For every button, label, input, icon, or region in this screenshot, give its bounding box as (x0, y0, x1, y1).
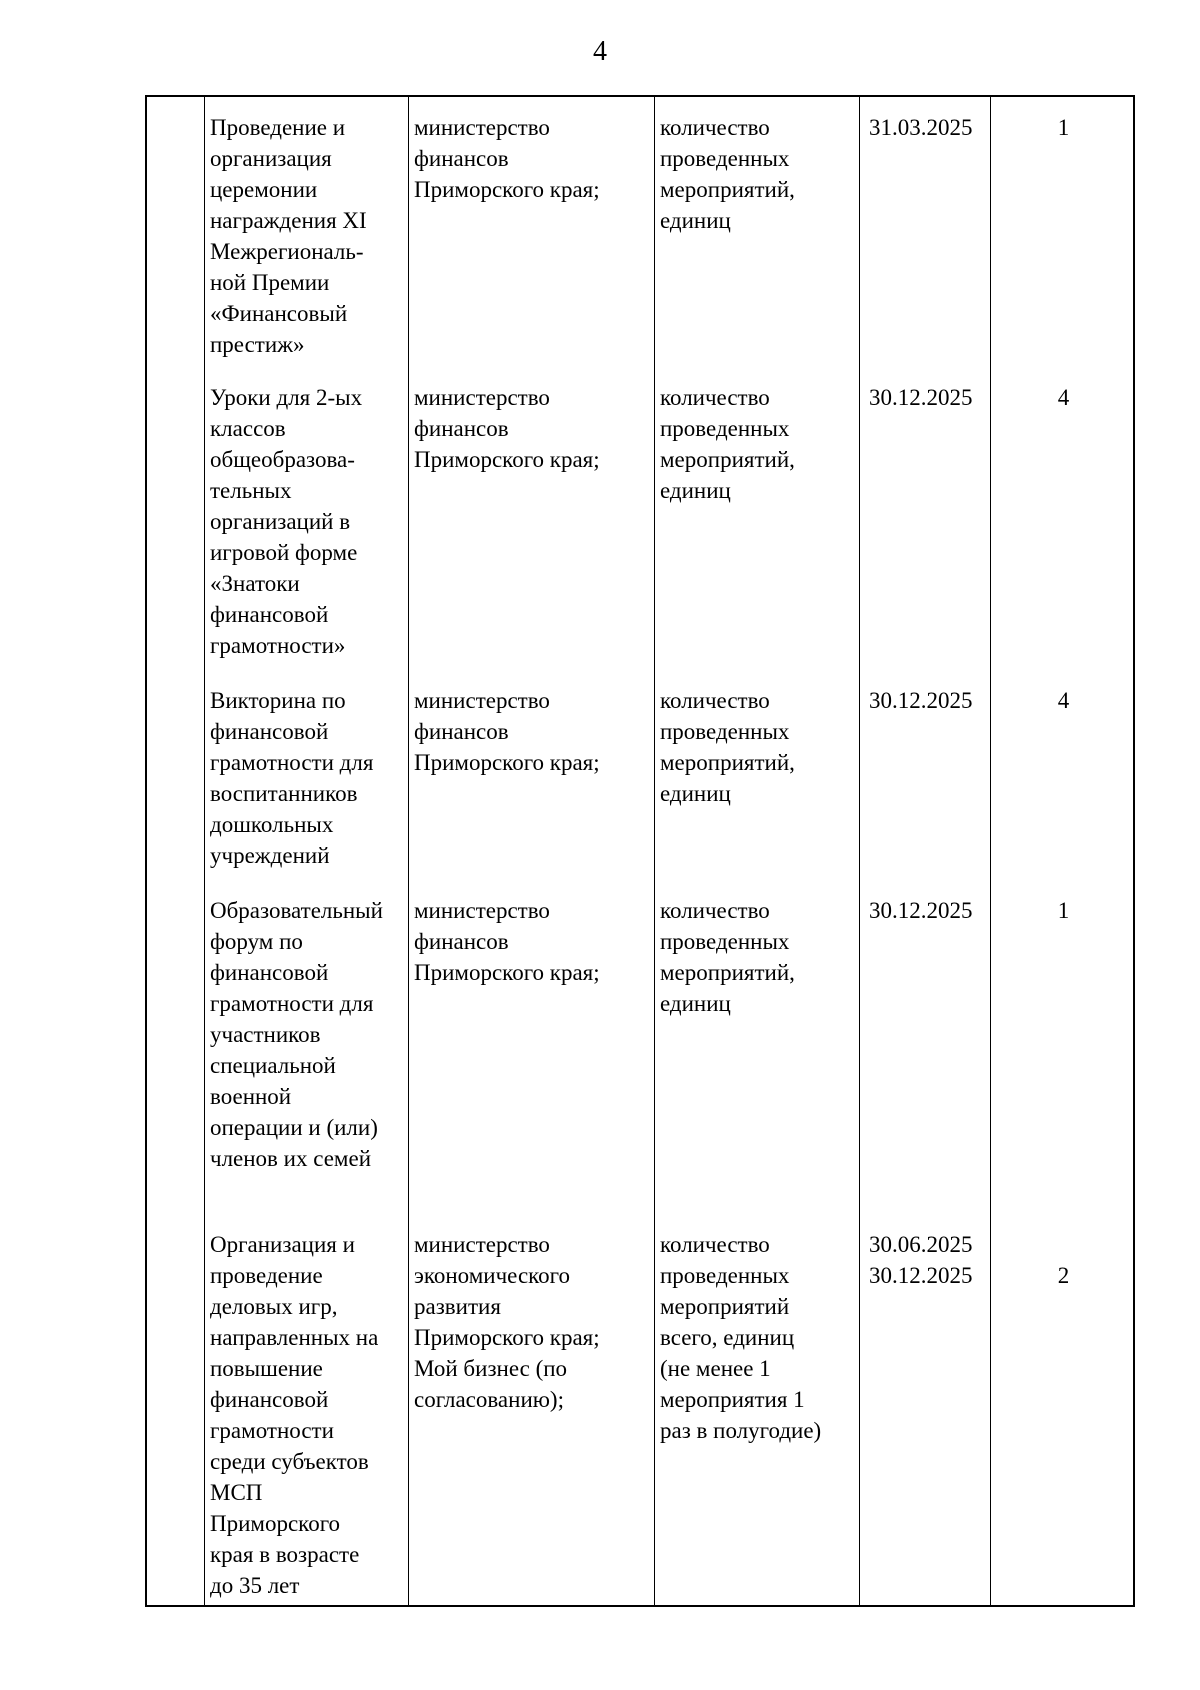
column-divider (408, 97, 409, 1605)
column-divider (990, 97, 991, 1605)
value-cell: 2 (1057, 1263, 1070, 1288)
date-cell: 31.03.2025 (869, 115, 973, 140)
column-divider (859, 97, 860, 1605)
responsible-cell: министерство финансов Приморского края; (414, 898, 600, 985)
responsible-cell: министерство экономического развития Приморского края; Мой бизнес (по согласованию); (414, 1232, 600, 1412)
page-number: 4 (593, 36, 607, 67)
responsible-cell: министерство финансов Приморского края; (414, 688, 600, 775)
value-cell: 1 (1057, 898, 1070, 923)
event-name-cell: Образовательный форум по финансовой грамотности для участников специальной военной операции и (или) членов их семей (210, 898, 383, 1171)
date-cell: 30.12.2025 (869, 385, 973, 410)
responsible-cell: министерство финансов Приморского края; (414, 115, 600, 202)
indicator-cell: количество проведенных мероприятий, единиц (660, 898, 795, 1016)
value-cell: 4 (1057, 385, 1070, 410)
indicator-cell: количество проведенных мероприятий, единиц (660, 115, 795, 233)
indicator-cell: количество проведенных мероприятий, единиц (660, 385, 795, 503)
event-name-cell: Проведение и организация церемонии награждения XI Межрегиональ- ной Премии «Финансовый престиж» (210, 115, 367, 357)
indicator-cell: количество проведенных мероприятий, единиц (660, 688, 795, 806)
column-divider (654, 97, 655, 1605)
date-cell: 30.06.2025 30.12.2025 (869, 1232, 973, 1288)
indicator-cell: количество проведенных мероприятий всего, единиц (не менее 1 мероприятия 1 раз в полугодие) (660, 1232, 822, 1443)
event-name-cell: Уроки для 2-ых классов общеобразова- тельных организаций в игровой форме «Знатоки финансовой грамотности» (210, 385, 363, 658)
value-cell: 1 (1057, 115, 1070, 140)
value-cell: 4 (1057, 688, 1070, 713)
column-divider (204, 97, 205, 1605)
responsible-cell: министерство финансов Приморского края; (414, 385, 600, 472)
event-name-cell: Викторина по финансовой грамотности для воспитанников дошкольных учреждений (210, 688, 374, 868)
date-cell: 30.12.2025 (869, 688, 973, 713)
events-table (145, 95, 1135, 1607)
event-name-cell: Организация и проведение деловых игр, направленных на повышение финансовой грамотности среди субъектов МСП Приморского края в возрасте до 35 лет (210, 1232, 379, 1598)
date-cell: 30.12.2025 (869, 898, 973, 923)
